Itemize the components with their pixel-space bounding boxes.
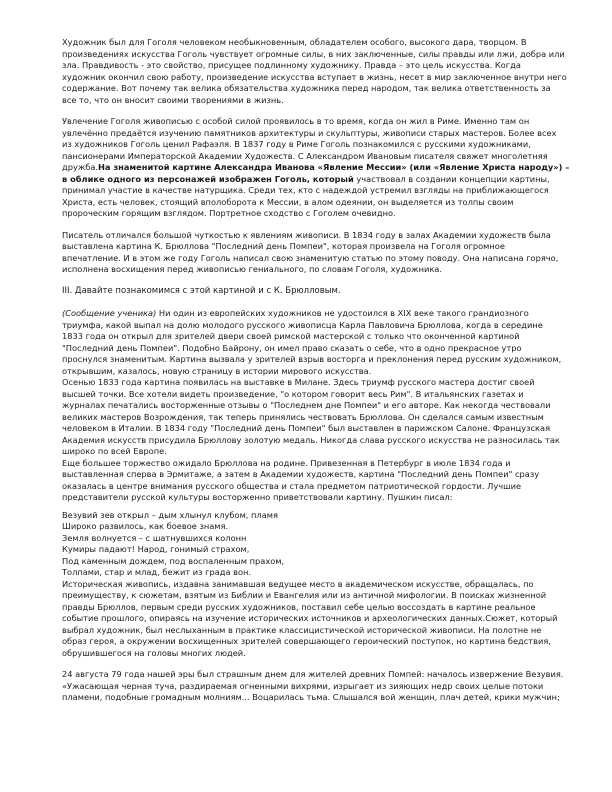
text-line: пламени, подобные громадным молниям... Воцарилась тьма. Слышался вой женщин, плач детей, крики мужчин; <box>62 692 560 702</box>
text-line <box>62 162 570 174</box>
text-line: человеком в Италии. В 1834 году "Последний день Помпеи" был выставлен в парижском Салоне. Французская <box>62 423 551 433</box>
heading-text: III. Давайте познакомимся с этой картиной и с К. Брюлловым. <box>62 285 341 296</box>
text-line: образ героя, а окружении восхищенных зрителей совершающего героический поступок, но картина бедствия, <box>62 636 551 646</box>
text-line: зла. Правдивость - это свойство, присущее подлинному художнику. Правда – это цель искусства. Когда <box>62 60 521 70</box>
paragraph-historical-painting <box>62 579 562 660</box>
text-line: Художник был для Гоголя человеком необыкновенным, обладателем особого, высокого дара, творцом. В <box>62 37 527 47</box>
text-line: "Последний день Помпеи". Подобно Байрону, он имел право сказать о себе, что в одно прекрасное утро <box>62 342 522 353</box>
document-page <box>62 37 570 714</box>
text-line: увлечённо предаётся изучению памятников архитектуры и скульптуры, живописи старых мастеров. Более всех <box>62 127 557 138</box>
text-line: обрушившегося на головы многих людей. <box>62 647 246 658</box>
paragraph-student-report <box>62 308 562 504</box>
poem-line: Земля волнуется – с шатнувшихся колонн <box>62 532 247 543</box>
text-line: Осенью 1833 года картина появилась на выставке в Милане. Здесь триумф русского мастера достиг своей <box>62 377 535 387</box>
text-line: пансионерами Императорской Академии Художеств. С Александром Ивановым писателя свяжет многолетняя <box>62 150 548 161</box>
text-line: Писатель отличался большой чуткостью к явлениям живописи. В 1834 году в залах Академии художеств была <box>62 229 551 240</box>
text-line: великих мастеров Возрождения, так теперь принялись чествовать Брюллова. Он сделался самым известным <box>62 411 544 422</box>
section-heading <box>62 286 562 298</box>
text-line: высшей точки. Все хотели видеть произведение, "о котором говорит весь Рим". В итальянских газетах и <box>62 388 524 399</box>
bold-text: На знаменитой картине Александра Иванова «Явление Мессии» (или «Явление Христа народу») – <box>98 162 570 172</box>
text-line <box>62 308 562 320</box>
text-line: принимал участие в качестве натурщика. Среди тех, кто с надеждой устремил взгляды на приближающегося <box>62 185 549 195</box>
poem-line: Толпами, стар и млад, бежит из града вон. <box>62 567 252 577</box>
paragraph-artist <box>62 37 567 106</box>
text-line: пророческим горящим взглядом. Портретное сходство с Гоголем очевидно. <box>62 208 396 218</box>
text-line: «Ужасающая черная туча, раздираемая огненными вихрями, изрыгает из зияющих недр своих целые потоки <box>62 680 544 691</box>
text-line: 24 августа 79 года нашей эры был страшным днем для жителей древних Помпей: началось извержение Везувия. <box>62 669 564 679</box>
poem-line: Широко развилось, как боевое знамя. <box>62 521 229 531</box>
text-line: исполнена восхищения перед живописью гениального, по словам Гоголя, художника. <box>62 264 442 274</box>
text-fragment: дружба. <box>62 162 99 172</box>
poem-line: Под каменным дождем, под воспаленным прахом, <box>62 555 285 566</box>
text-line: выбрал художник, был неслыханным в практике классицистической исторической живописи. На полотне не <box>62 624 542 635</box>
paragraph-rome <box>62 116 570 220</box>
text-line: представители русской культуры восторженно приветствовали картину. Пушкин писал: <box>62 492 453 502</box>
text-line: правды Брюллов, первым среди русских художников, поставил себе целью воссоздать в картине реальное <box>62 601 536 612</box>
text-line: Увлечение Гоголя живописью с особой силой проявилось в то время, когда он жил в Риме. Именно там он <box>62 116 530 126</box>
paragraph-vesuvius <box>62 669 562 704</box>
text-line <box>62 174 562 186</box>
text-line: выставленная сперва в Эрмитаже, а затем в Академии художеств, картина "Последний день Помпеи" сразу <box>62 469 540 479</box>
italic-text: (Сообщение ученика) <box>62 308 157 318</box>
paragraph-bryullov-painting <box>62 230 562 276</box>
text-line: произведениях искусства Гоголь чувствует огромные силы, в них заключенные, силы правды или лжи, добра или <box>62 48 565 59</box>
text-line: журналах печатались восторженные отзывы о "Последнем дне Помпеи" и его авторе. Как некогда чествовали <box>62 400 551 410</box>
text-line: проснулся знаменитым. Картина вызвала у зрителей взрыв восторга и преклонения перед русским художником, <box>62 354 562 364</box>
text-line: Христа, есть человек, стоящий вполоборота к Мессии, в алом одеянии, он выделяется из толпы своим <box>62 196 514 207</box>
text-line: триумфа, какой выпал на долю молодого русского живописца Карла Павловича Брюллова, когда в середине <box>62 319 543 330</box>
text-line: широко по всей Европе. <box>62 446 167 456</box>
text-line: оказалась в центре внимания русского общества и стала предметом патриотической гордости. Лучшие <box>62 480 522 491</box>
bold-text: в облике одного из персонажей изображен Гоголь, который <box>62 173 354 184</box>
text-line: Историческая живопись, издавна занимавшая ведущее место в академическом искусстве, обращалась, по <box>62 578 534 589</box>
text-line: Еще большее торжество ожидало Брюллова на родине. Привезенная в Петербург в июле 1834 года и <box>62 457 511 468</box>
text-line: преимуществу, к сюжетам, взятым из Библии и Евангелия или из античной мифологии. В поисках жизненной <box>62 590 547 600</box>
text-line: содержание. Вот почему так велика обязательства художника перед народом, так велика ответственность за <box>62 83 551 93</box>
text-line: событие прошлого, опираясь на изучение исторических источников и археологических данных.Сюжет, который <box>62 613 558 623</box>
pushkin-poem <box>62 510 562 579</box>
poem-line: Везувий зев открыл – дым хлынул клубом, пламя <box>62 509 278 520</box>
text-line: Академия искусств присудила Брюллову золотую медаль. Никогда слава русского искусства не разносилась так <box>62 434 560 445</box>
text-fragment: Ни один из европейских художников не удостоился в XIX веке такого грандиозного <box>156 308 529 318</box>
text-line: впечатление. И в этом же году Гоголь написал свою знаменитую статью по этому поводу. Она написана горячо, <box>62 252 559 263</box>
poem-line: Кумиры падают! Народ, гонимый страхом, <box>62 544 250 554</box>
text-line: выставлена картина К. Брюллова "Последний день Помпеи", которая произвела на Гоголя огромное <box>62 241 505 251</box>
text-line: художник окончил свою работу, произведение искусства вступает в жизнь, несет в мир заключенное внутри него <box>62 71 567 82</box>
text-line: открывшим, казалось, новую страницу в истории мирового искусства. <box>62 365 372 376</box>
text-line: из художников Гоголь ценил Рафаэля. В 1837 году в Риме Гоголь познакомился с русскими художниками, <box>62 139 531 149</box>
text-line: все то, что он вносит своими творениями в жизнь. <box>62 94 284 105</box>
text-line: 1833 года он открыл для зрителей двери своей римской мастерской с только что оконченной картиной <box>62 331 520 341</box>
text-fragment: участвовал в создании концепции картины, <box>353 173 550 184</box>
